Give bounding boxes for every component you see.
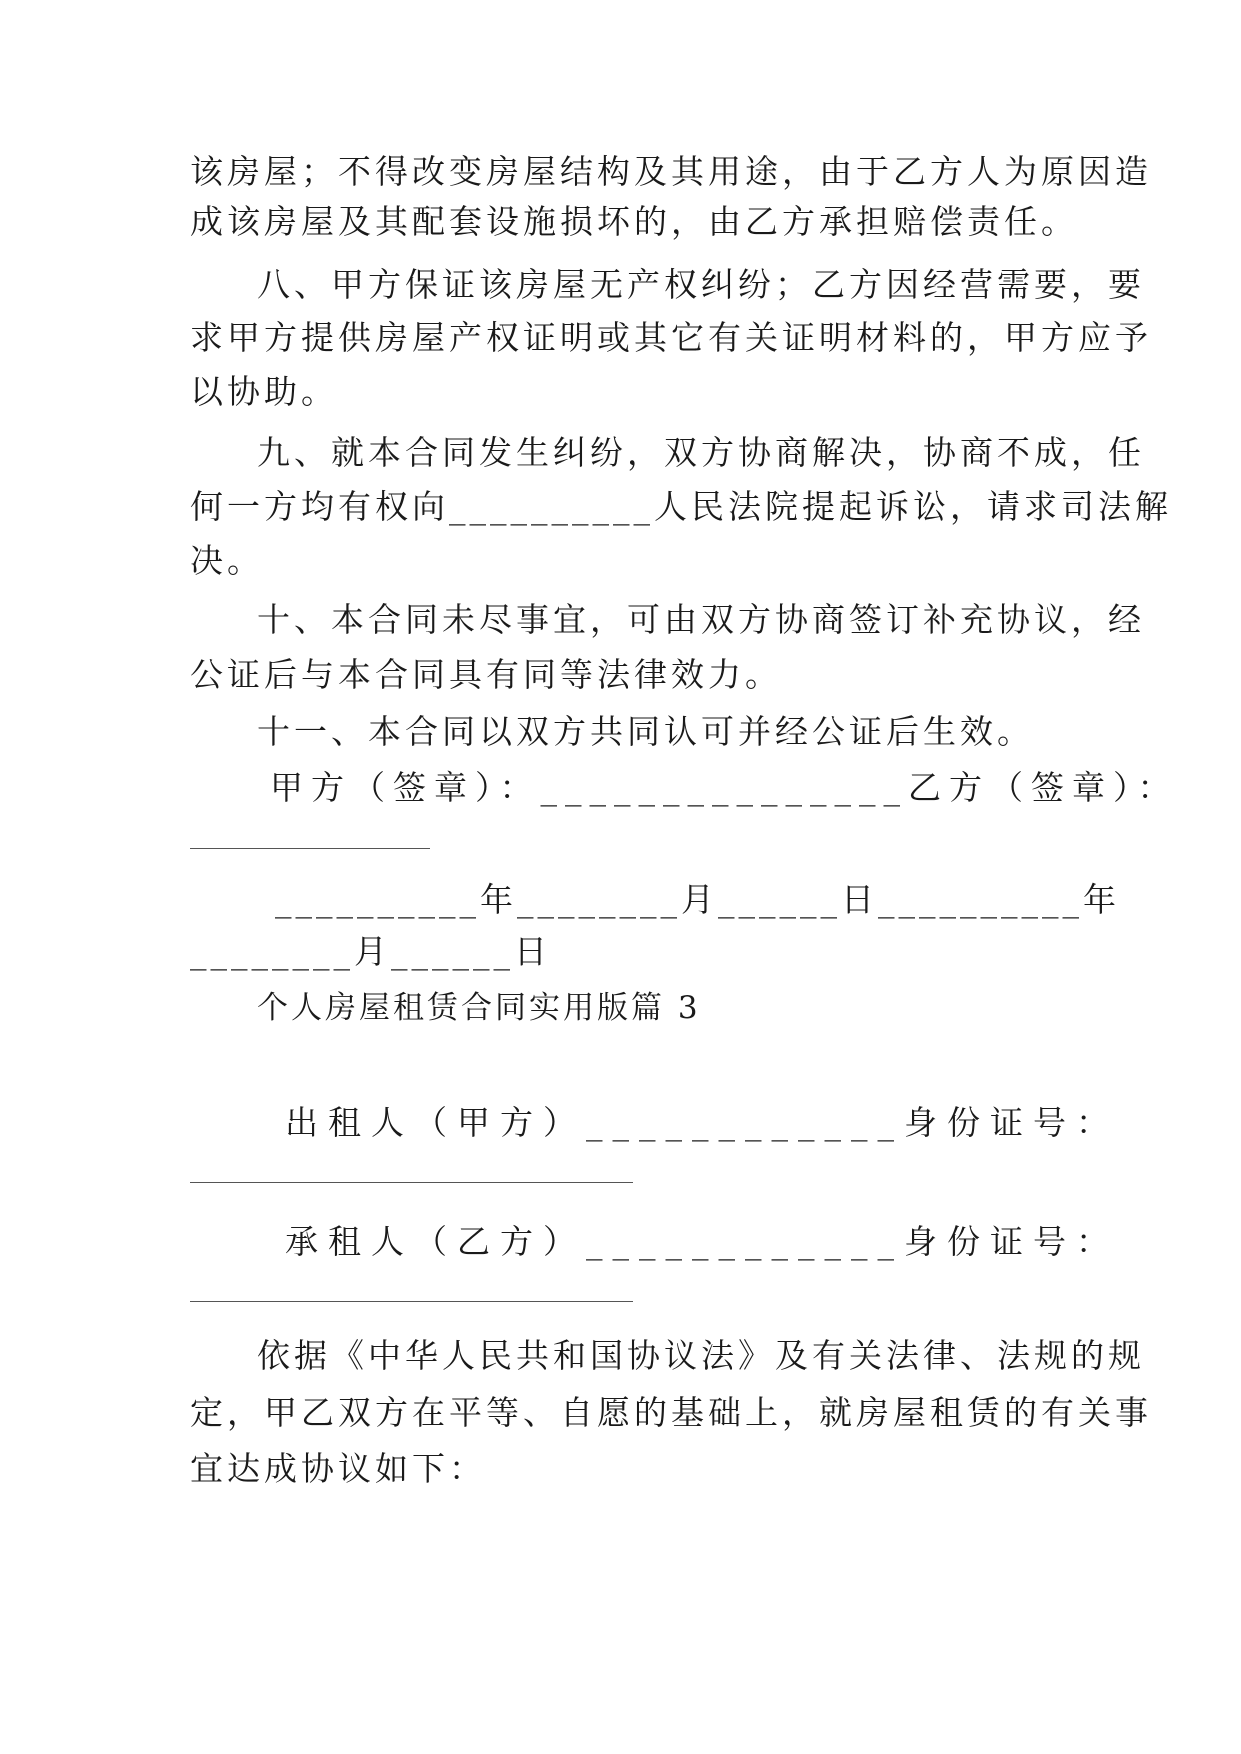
clause-8-line-2: 求甲方提供房屋产权证明或其它有关证明材料的，甲方应予 (190, 318, 1152, 357)
lessee-line: 承租人（乙方）____________身份证号： (285, 1222, 1119, 1261)
clause-7-line-2: 成该房屋及其配套设施损坏的，由乙方承担赔偿责任。 (190, 202, 1078, 241)
clause-7-line-1: 该房屋；不得改变房屋结构及其用途，由于乙方人为原因造 (190, 152, 1152, 191)
intro-line-1: 依据《中华人民共和国协议法》及有关法律、法规的规 (257, 1336, 1145, 1375)
clause-10-line-2: 公证后与本合同具有同等法律效力。 (190, 655, 782, 694)
date-line-2: ________月______日 (190, 932, 551, 971)
intro-line-3: 宜达成协议如下： (190, 1449, 486, 1488)
lessor-id-blank-line (190, 1182, 633, 1183)
intro-line-2: 定，甲乙双方在平等、自愿的基础上，就房屋租赁的有关事 (190, 1393, 1152, 1432)
clause-8-line-3: 以协助。 (190, 372, 338, 411)
clause-9-line-2: 何一方均有权向__________人民法院提起诉讼，请求司法解 (190, 487, 1172, 526)
clause-10-line-1: 十、本合同未尽事宜，可由双方协商签订补充协议，经 (257, 600, 1145, 639)
lessee-id-blank-line (190, 1301, 633, 1302)
section-3-title: 个人房屋租赁合同实用版篇 3 (257, 990, 701, 1026)
date-line-1: __________年________月______日__________年 (275, 880, 1120, 919)
signature-blank-line (190, 848, 430, 849)
clause-8-line-1: 八、甲方保证该房屋无产权纠纷；乙方因经营需要，要 (257, 265, 1145, 304)
signature-line: 甲方（签章）：_______________乙方（签章）： (270, 768, 1179, 807)
clause-11-line-1: 十一、本合同以双方共同认可并经公证后生效。 (257, 712, 1034, 751)
clause-9-line-3: 决。 (190, 541, 264, 580)
lessor-line: 出租人（甲方）____________身份证号： (285, 1103, 1119, 1142)
clause-9-line-1: 九、就本合同发生纠纷，双方协商解决，协商不成，任 (257, 433, 1145, 472)
